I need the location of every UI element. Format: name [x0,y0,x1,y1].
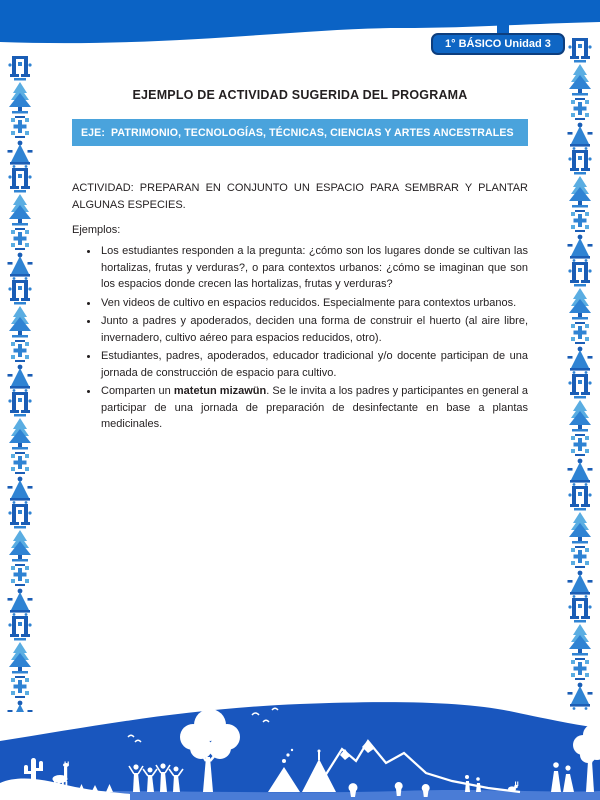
example-text: Ven videos de cultivo en espacios reducidos. Especialmente para contextos urbanos. [101,296,517,309]
example-text: Junto a padres y apoderados, deciden una forma de construir el huerto (al aire libre, invernadero, cultivo aéreo para espacios reducidos, otro). [101,315,528,344]
examples-list [72,243,528,435]
unit-badge: 1° BÁSICO Unidad 3 [431,33,565,55]
example-item [99,243,528,293]
example-text-post: . Se le invita a los padres y participantes en general a participar de una jornada de preparación de desinfectante en base a plantas medicinales. [101,385,529,430]
totem-border-left-icon [7,56,33,712]
examples-label: Ejemplos: [72,224,121,236]
footer-landscape-illustration [0,695,600,800]
example-text-pre: Comparten un [101,385,174,397]
footer-wave-band [0,702,600,800]
example-text: Los estudiantes responden a la pregunta: ¿cómo son los lugares donde se cultivan las hortalizas, frutas y verduras?, o para contextos urbanos: ¿cómo se imaginan que son los espacios donde crecen las hortalizas, frutas y verduras? [101,245,528,290]
mapuzugun-term: matetun mizawün [173,385,267,397]
example-text: Estudiantes, padres, apoderados, educador tradicional y/o docente participan de una jornada de construcción de espacio para cultivo. [101,350,528,379]
page-title: EJEMPLO DE ACTIVIDAD SUGERIDA DEL PROGRAMA [132,88,468,102]
example-item [99,383,528,433]
example-item [99,348,528,381]
example-item [99,295,528,312]
activity-paragraph: ACTIVIDAD: PREPARAN EN CONJUNTO UN ESPACIO PARA SEMBRAR Y PLANTAR ALGUNAS ESPECIES. [72,182,528,211]
example-item [99,313,528,346]
totem-border-right-icon [567,38,593,712]
eje-banner: EJE: PATRIMONIO, TECNOLOGÍAS, TÉCNICAS, CIENCIAS Y ARTES ANCESTRALES [72,119,528,146]
